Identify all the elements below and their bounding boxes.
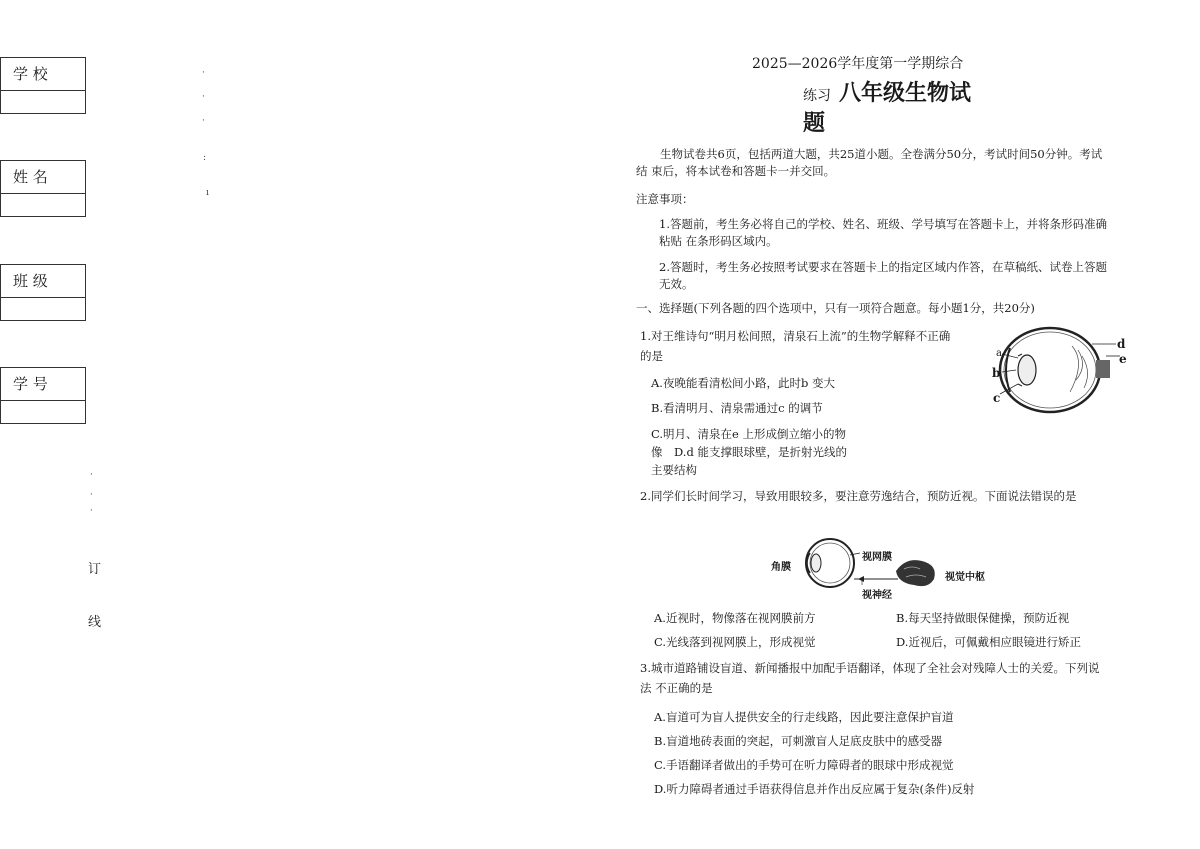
diagram-label-cornea: 角膜	[771, 562, 791, 573]
section-heading: 一、选择题(下列各题的四个选项中，只有一项符合题意。每小题1分，共20分)	[636, 301, 1035, 315]
eye-label-c: c	[993, 391, 1001, 405]
binding-dot: ·	[202, 116, 205, 126]
binding-dot: ·	[90, 470, 93, 480]
vision-pathway-diagram	[794, 535, 994, 597]
intro-text: 生物试卷共6页，包括两道大题，共25道小题。全卷满分50分，考试时间50分钟。考试结 束后，将本试卷和答题卡一并交回。	[636, 147, 1103, 178]
eye-label-a: a	[996, 348, 1002, 359]
binding-dot: :	[203, 153, 207, 163]
question-2-option-d[interactable]: D.近视后，可佩戴相应眼镜进行矫正	[896, 635, 1081, 649]
question-1-stem: 1.对王维诗句“明月松间照，清泉石上流”的生物学解释不正确 的是	[640, 329, 951, 363]
eye-label-d: d	[1117, 337, 1126, 351]
question-1-option-c-d[interactable]: C.明月、清泉在e 上形成倒立缩小的物像 D.d 能支撑眼球壁，是折射光线的主要结构	[651, 427, 847, 477]
binding-dot: ·	[90, 490, 93, 500]
name-blank[interactable]	[1, 194, 85, 216]
question-2-option-b[interactable]: B.每天坚持做眼保健操，预防近视	[896, 611, 1070, 625]
diagram-label-optic-nerve: 视神经	[862, 590, 892, 601]
eyeball-diagram	[988, 326, 1130, 418]
exam-title-line3: 题	[803, 110, 826, 136]
question-2-option-a[interactable]: A.近视时，物像落在视网膜前方	[654, 611, 816, 625]
notice-title: 注意事项：	[636, 192, 694, 206]
question-3-option-b[interactable]: B.盲道地砖表面的突起，可刺激盲人足底皮肤中的感受器	[654, 734, 943, 748]
student-id-field-box	[0, 367, 86, 424]
question-2-option-c[interactable]: C.光线落到视网膜上，形成视觉	[654, 635, 816, 649]
class-blank[interactable]	[1, 298, 85, 320]
name-label: 姓 名	[1, 161, 85, 194]
eye-label-e: e	[1119, 352, 1127, 366]
binding-label-ding: 订	[88, 562, 102, 577]
school-field-box	[0, 57, 86, 114]
class-field-box	[0, 264, 86, 321]
binding-label-xian: 线	[88, 615, 102, 630]
school-blank[interactable]	[1, 91, 85, 113]
class-label: 班 级	[1, 265, 85, 298]
binding-dot: ·	[202, 92, 205, 102]
question-1-option-b[interactable]: B.看清明月、清泉需通过c 的调节	[651, 401, 823, 415]
name-field-box	[0, 160, 86, 217]
notice-item-2: 2.答题时，考生务必按照考试要求在答题卡上的指定区域内作答，在草稿纸、试卷上答题 无效。	[659, 260, 1107, 291]
binding-dot: ı	[206, 188, 209, 198]
school-label: 学 校	[1, 58, 85, 91]
exam-title-line1: 2025—2026学年度第一学期综合	[752, 56, 964, 72]
student-id-label: 学 号	[1, 368, 85, 401]
question-3-stem: 3.城市道路铺设盲道、新闻播报中加配手语翻译，体现了全社会对残障人士的关爱。下列说法 不正确的是	[640, 661, 1100, 695]
question-1-option-a[interactable]: A.夜晚能看清松间小路，此时b 变大	[651, 376, 835, 390]
notice-item-1: 1.答题前，考生务必将自己的学校、姓名、班级、学号填写在答题卡上，并将条形码准确粘贴 在条形码区域内。	[659, 217, 1107, 248]
student-id-blank[interactable]	[1, 401, 85, 423]
diagram-label-retina: 视网膜	[862, 552, 892, 563]
question-3-option-a[interactable]: A.盲道可为盲人提供安全的行走线路，因此要注意保护盲道	[654, 710, 954, 724]
binding-dot: ·	[90, 506, 93, 516]
binding-dot: ·	[202, 68, 205, 78]
question-3-option-d[interactable]: D.听力障碍者通过手语获得信息并作出反应属于复杂(条件)反射	[654, 782, 975, 796]
exam-title-line2: 练习 八年级生物试	[803, 80, 972, 106]
eye-label-b: b	[992, 366, 1001, 380]
question-3-option-c[interactable]: C.手语翻译者做出的手势可在听力障碍者的眼球中形成视觉	[654, 758, 954, 772]
diagram-label-visual-center: 视觉中枢	[945, 572, 985, 583]
question-2-stem: 2.同学们长时间学习，导致用眼较多，要注意劳逸结合，预防近视。下面说法错误的是	[640, 489, 1077, 503]
